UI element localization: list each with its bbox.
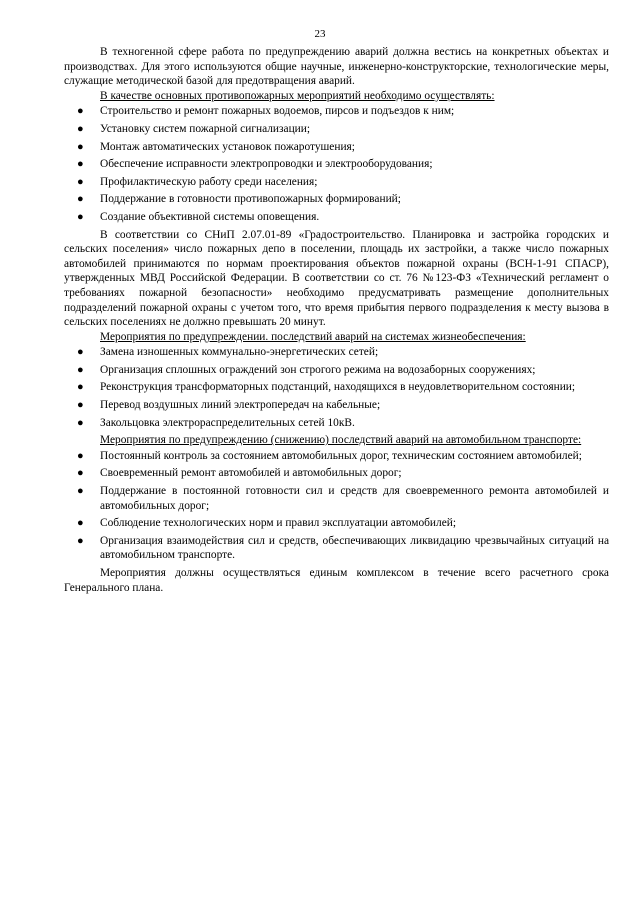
list-item: ● Перевод воздушных линий электропередач на кабельные; [77, 399, 381, 412]
list-item: ● Постоянный контроль за состоянием автомобильных дорог, техническим состоянием автомобилей; [77, 449, 582, 462]
bullet-icon: ● [77, 517, 84, 530]
bullet-icon: ● [77, 485, 84, 498]
conclusion-paragraph: Мероприятия должны осуществляться единым комплексом в течение всего расчетного срока Генерального плана. [64, 567, 609, 594]
list-item: ● Поддержание в постоянной готовности сил и средств для своевременного ремонта автомобилей и автомобильных дорог; [77, 485, 609, 512]
intro-paragraph: В техногенной сфере работа по предупреждению аварий должна вестись на конкретных объектах и производствах. Для этого используются общие научные, инженерно-конструкторские, технологические меры, служащие методической базой для предотвращения аварий. [64, 46, 609, 88]
bullet-icon: ● [77, 210, 84, 223]
list-item: ● Закольцовка электрораспределительных сетей 10кВ. [77, 416, 355, 429]
bullet-icon: ● [77, 467, 84, 480]
bullet-icon: ● [77, 381, 84, 394]
bullet-icon: ● [77, 193, 84, 206]
page-content [64, 45, 609, 595]
list-item: ● Своевременный ремонт автомобилей и автомобильных дорог; [77, 467, 402, 480]
utilities-measures-heading: Мероприятия по предупреждении. последствий аварий на системах жизнеобеспечения: [100, 330, 526, 343]
transport-measures-list [64, 449, 609, 563]
bullet-icon: ● [77, 416, 84, 429]
list-item: ● Замена изношенных коммунально-энергетических сетей; [77, 346, 379, 359]
list-item: ● Обеспечение исправности электропроводки и электрооборудования; [77, 158, 433, 171]
list-item: ● Соблюдение технологических норм и правил эксплуатации автомобилей; [77, 517, 457, 530]
list-item: ● Организация взаимодействия сил и средств, обеспечивающих ликвидацию чрезвычайных ситуаций на автомобильном транспорте. [77, 534, 609, 562]
utilities-measures-list [64, 345, 609, 430]
bullet-icon: ● [77, 346, 84, 359]
fire-measures-list [64, 104, 609, 224]
bullet-icon: ● [77, 399, 84, 412]
list-item: ● Создание объективной системы оповещения. [77, 210, 320, 223]
list-item: ● Реконструкция трансформаторных подстанций, находящихся в неудовлетворительном состоянии; [77, 381, 576, 394]
list-item: ● Профилактическую работу среди населения; [77, 175, 318, 188]
bullet-icon: ● [77, 158, 84, 171]
fire-measures-heading: В качестве основных противопожарных мероприятий необходимо осуществлять: [100, 89, 495, 102]
list-item: ● Установку систем пожарной сигнализации; [77, 122, 311, 135]
bullet-icon: ● [77, 175, 84, 188]
list-item: ● Монтаж автоматических установок пожаротушения; [77, 140, 355, 153]
list-item: ● Организация сплошных ограждений зон строгого режима на водозаборных сооружениях; [77, 363, 536, 376]
transport-measures-heading: Мероприятия по предупреждению (снижению) последствий аварий на автомобильном транспорте: [100, 434, 582, 447]
bullet-icon: ● [77, 534, 84, 547]
bullet-icon: ● [77, 449, 84, 462]
list-item: ● Поддержание в готовности противопожарных формирований; [77, 193, 401, 206]
list-item: ● Строительство и ремонт пожарных водоемов, пирсов и подъездов к ним; [77, 105, 455, 118]
bullet-icon: ● [77, 140, 84, 153]
bullet-icon: ● [77, 105, 84, 118]
norms-paragraph: В соответствии со СНиП 2.07.01-89 «Градостроительство. Планировка и застройка городских и сельских поселения» число пожарных депо в поселении, площадь их застройки, а также число пожарных автомобилей принимаются по нормам проектирования объектов пожарной охраны (ВСН-1-91 СПАСР), утвержденных МВД Российской Федерации. В соответствии со ст. 76 №123-ФЗ «Технический регламент о требованиях пожарной безопасности» необходимо предусматривать размещение дополнительных подразделений пожарной охраны с учетом того, что время прибытия первого подразделения к месту вызова в сельских поселениях не должно превышать 20 минут. [64, 228, 609, 329]
bullet-icon: ● [77, 122, 84, 135]
bullet-icon: ● [77, 363, 84, 376]
page-number: 23 [314, 28, 326, 40]
